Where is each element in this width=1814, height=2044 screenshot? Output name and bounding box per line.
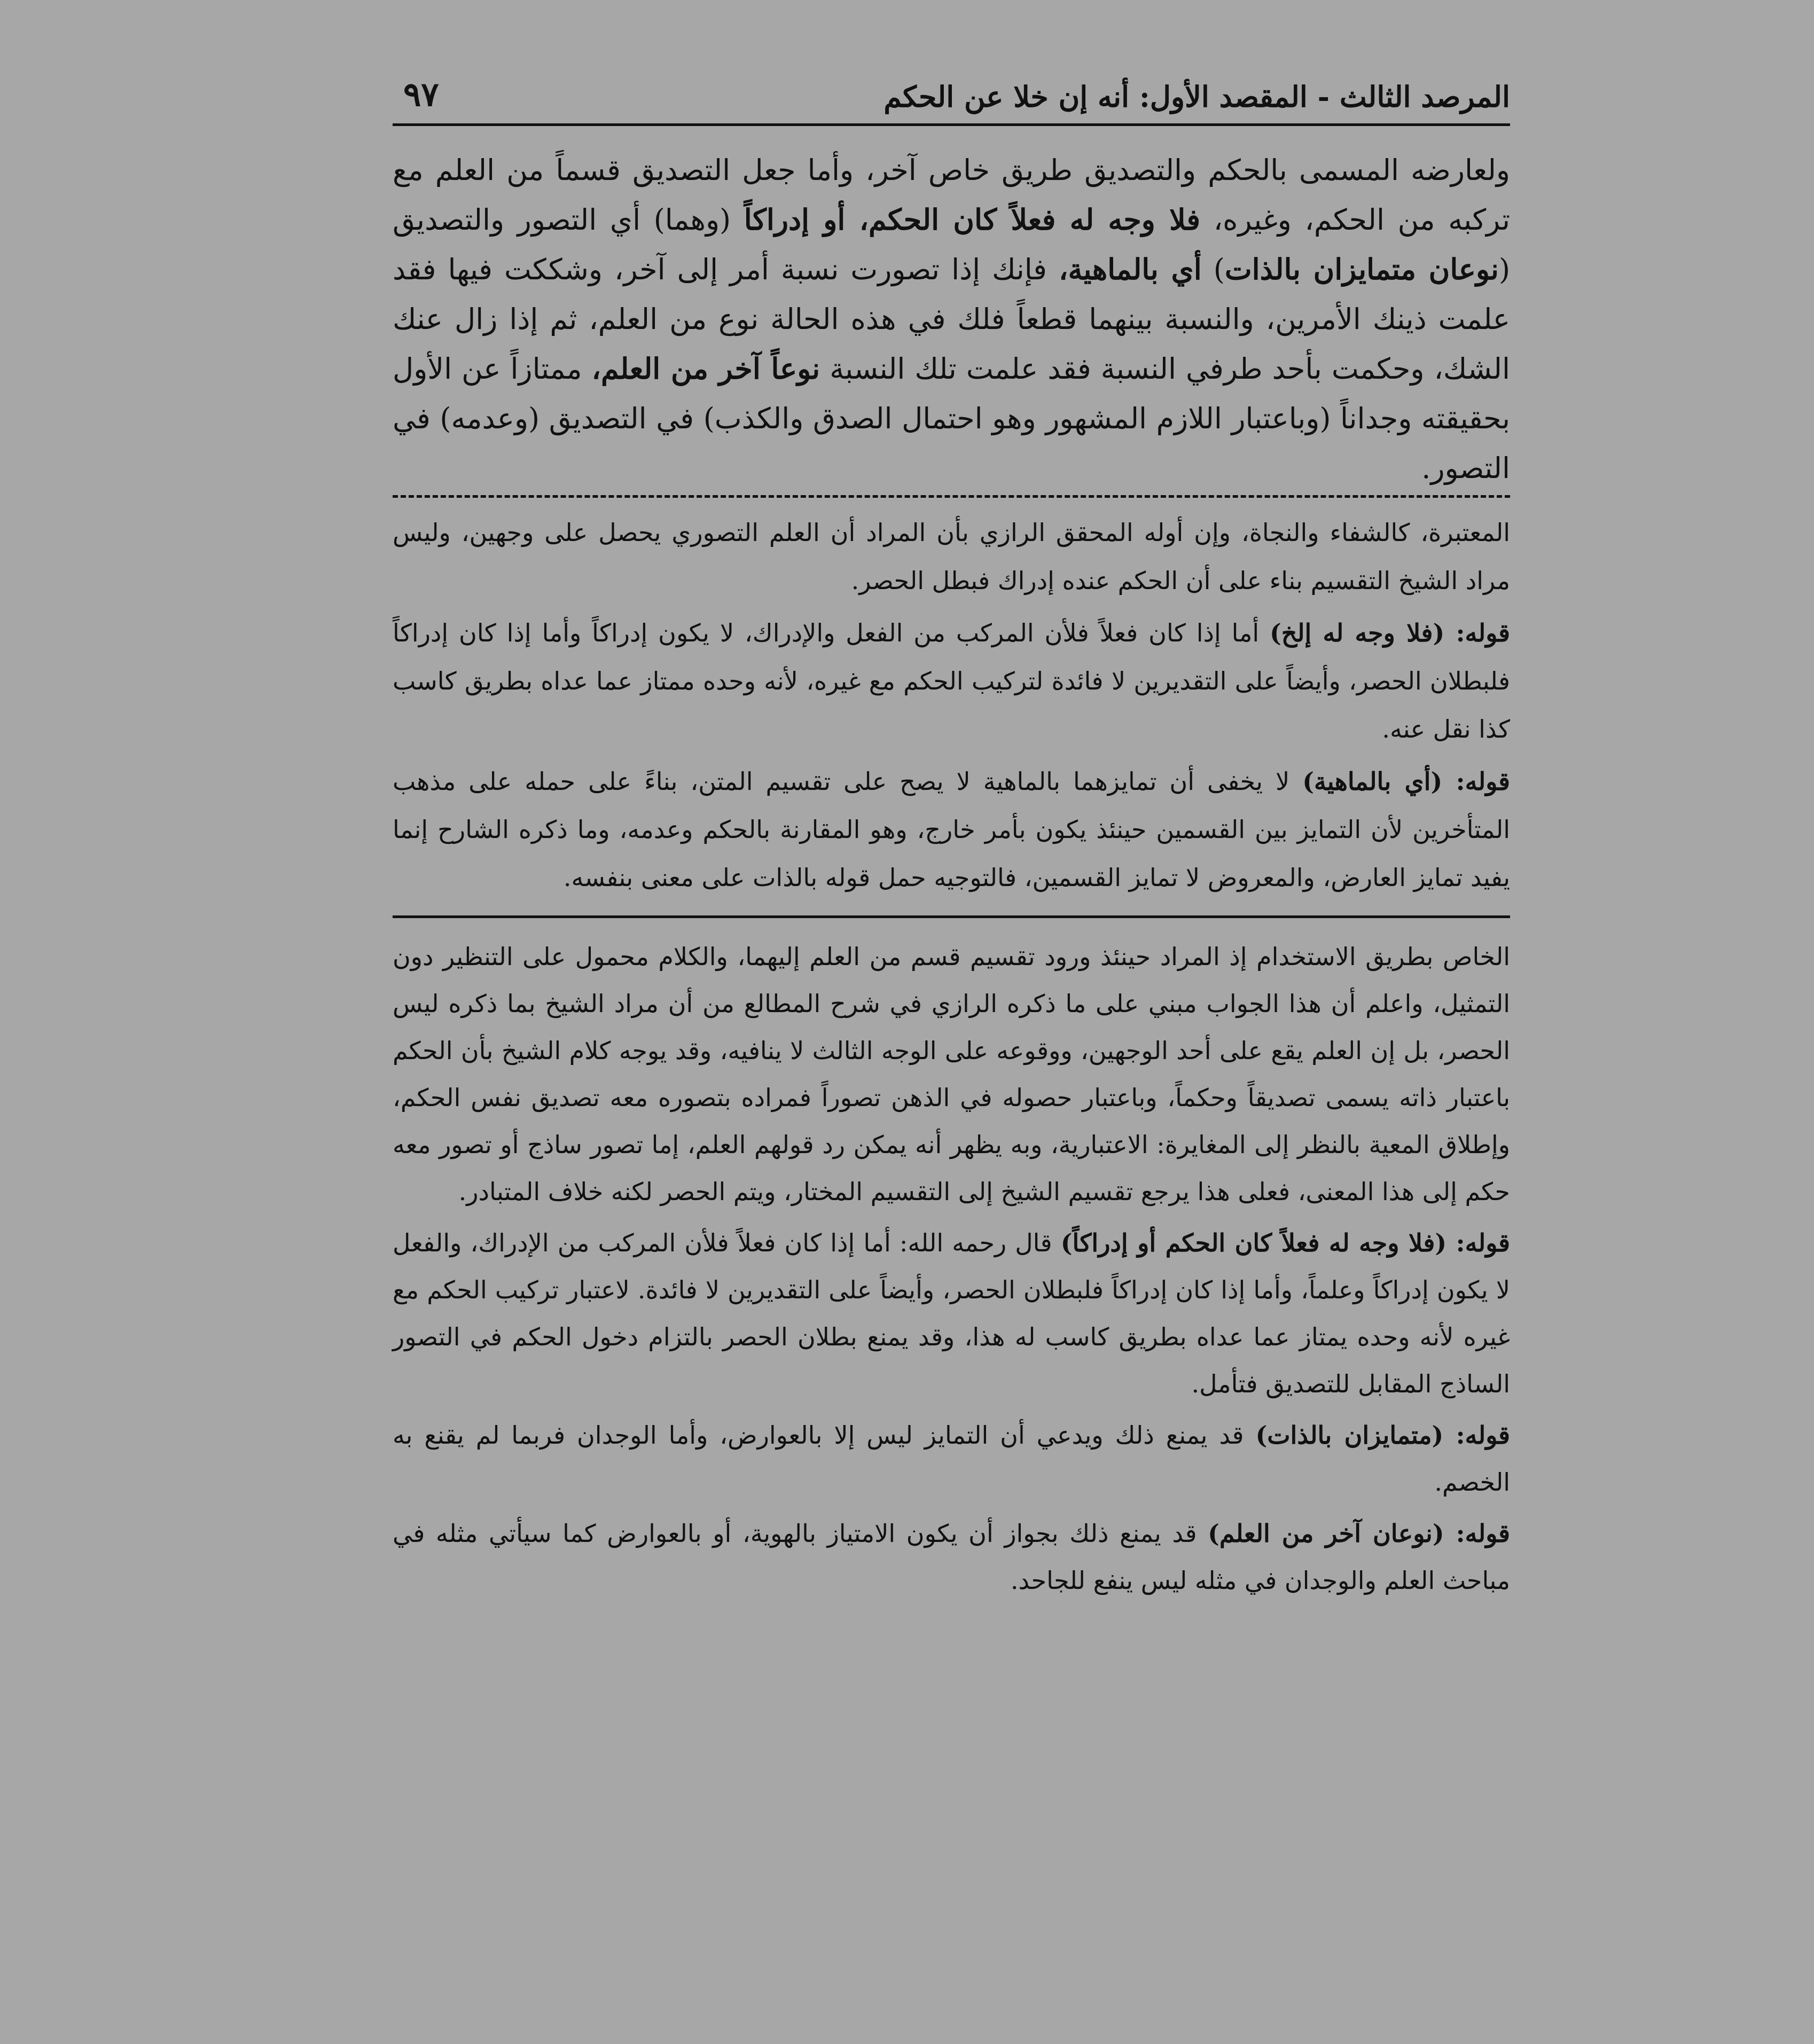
main-text-bold: نوعان متمايزان بالذات [1224,252,1499,286]
commentary-text: لا يخفى أن تمايزهما بالماهية لا يصح على تقسيم المتن، بناءً على حمله على مذهب المتأخرين لأن التمايز بين القسمين حينئذ يكون بأمر خارج، وهو المقارنة بالحكم وعدمه، وما ذكره الشارح إنما يفيد تمايز العارض، والمعروض لا تمايز القسمين، فالتوجيه حمل قوله بالذات على معنى بنفسه. [393,767,1510,892]
main-text-segment: (وهما) أي التصور والتصديق ( [393,203,1511,286]
main-text-segment: فإنك إذا تصورت نسبة أمر إلى آخر، وشككت فيها فقد علمت ذينك الأمرين، والنسبة بينهما قطعاً فلك في هذه الحالة نوع من العلم، ثم إذا زال عنك الشك، وحكمت بأحد طرفي النسبة فقد علمت تلك النسبة [393,253,1511,386]
main-text-segment: ) [1201,253,1225,286]
main-text-bold: فلا وجه له فعلاً كان الحكم، أو إدراكاً [744,202,1201,237]
main-text-bold: نوعاً آخر من العلم، [591,351,820,386]
commentary-paragraph [393,609,1510,753]
commentary-paragraph [393,1510,1510,1604]
commentary-paragraph [393,757,1510,902]
commentary-text: المعتبرة، كالشفاء والنجاة، وإن أوله المحقق الرازي بأن المراد أن العلم التصوري يحصل على وجهين، وليس مراد الشيخ التقسيم بناء على أن الحكم عنده إدراك فبطل الحصر. [393,518,1510,595]
main-text [393,145,1510,493]
commentary-lemma: قوله: (فلا وجه له إلخ) [1270,618,1510,647]
book-page [393,75,1510,1608]
commentary-section-2 [393,933,1510,1604]
commentary-lemma: قوله: (أي بالماهية) [1302,767,1511,796]
dashed-divider [393,495,1510,498]
solid-divider [393,915,1510,918]
commentary-lemma: قوله: (نوعان آخر من العلم) [1208,1519,1510,1548]
main-text-segment: ولعارضه المسمى بالحكم والتصديق طريق خاص آخر، وأما جعل التصديق قسماً من العلم مع تركبه من الحكم، وغيره، [393,153,1510,237]
commentary-text: قد يمنع ذلك بجواز أن يكون الامتياز بالهوية، أو بالعوارض كما سيأتي مثله في مباحث العلم والوجدان في مثله ليس ينفع للجاحد. [393,1519,1510,1595]
main-text-segment: ممتازاً عن الأول بحقيقته وجداناً (وباعتبار اللازم المشهور وهو احتمال الصدق والكذب) في التصديق (وعدمه) في التصور. [393,352,1510,485]
commentary-text: قد يمنع ذلك ويدعي أن التمايز ليس إلا بالعوارض، وأما الوجدان فربما لم يقنع به الخصم. [393,1421,1510,1497]
main-text-bold: أي بالماهية، [1059,252,1202,286]
running-header [393,75,1510,126]
commentary-section-1 [393,508,1510,902]
commentary-text: قال رحمه الله: أما إذا كان فعلاً فلأن المركب من الإدراك، والفعل لا يكون إدراكاً وعلماً، وأما إذا كان إدراكاً فلبطلان الحصر، وأيضاً على التقديرين لا فائدة. لاعتبار تركيب الحكم مع غيره لأنه وحده يمتاز عما عداه بطريق كاسب له هذا، وقد يمنع بطلان الحصر بالتزام دخول الحكم في التصور الساذج المقابل للتصديق فتأمل. [393,1228,1510,1398]
page-number: ٩٧ [403,75,439,114]
commentary-paragraph [393,1412,1510,1506]
commentary-lemma: قوله: (متمايزان بالذات) [1255,1421,1510,1450]
commentary-paragraph [393,933,1510,1215]
commentary-text: الخاص بطريق الاستخدام إذ المراد حينئذ ورود تقسيم قسم من العلم إليهما، والكلام محمول على التنظير دون التمثيل، واعلم أن هذا الجواب مبني على ما ذكره الرازي في شرح المطالع من أن مراد الشيخ بما ذكره ليس الحصر، بل إن العلم يقع على أحد الوجهين، ووقوعه على الوجه الثالث لا ينافيه، وقد يوجه كلام الشيخ بأن الحكم باعتبار ذاته يسمى تصديقاً وحكماً، وباعتبار حصوله في الذهن تصوراً فمراده بتصوره معه تصديق نفس الحكم، وإطلاق المعية بالنظر إلى المغايرة: الاعتبارية، وبه يظهر أنه يمكن رد قولهم العلم، إما تصور ساذج أو تصور معه حكم إلى هذا المعنى، فعلى هذا يرجع تقسيم الشيخ إلى التقسيم المختار، ويتم الحصر لكنه خلاف المتبادر. [393,942,1511,1206]
header-title: المرصد الثالث - المقصد الأول: أنه إن خلا عن الحكم [883,80,1510,114]
commentary-text: أما إذا كان فعلاً فلأن المركب من الفعل والإدراك، لا يكون إدراكاً وأما إذا كان إدراكاً فلبطلان الحصر، وأيضاً على التقديرين لا فائدة لتركيب الحكم مع غيره، لأنه وحده ممتاز عما عداه بطريق كاسب كذا نقل عنه. [393,618,1510,743]
commentary-paragraph [393,508,1510,605]
commentary-lemma: قوله: (فلا وجه له فعلاً كان الحكم أو إدراكاً) [1060,1228,1510,1257]
commentary-paragraph [393,1219,1510,1407]
